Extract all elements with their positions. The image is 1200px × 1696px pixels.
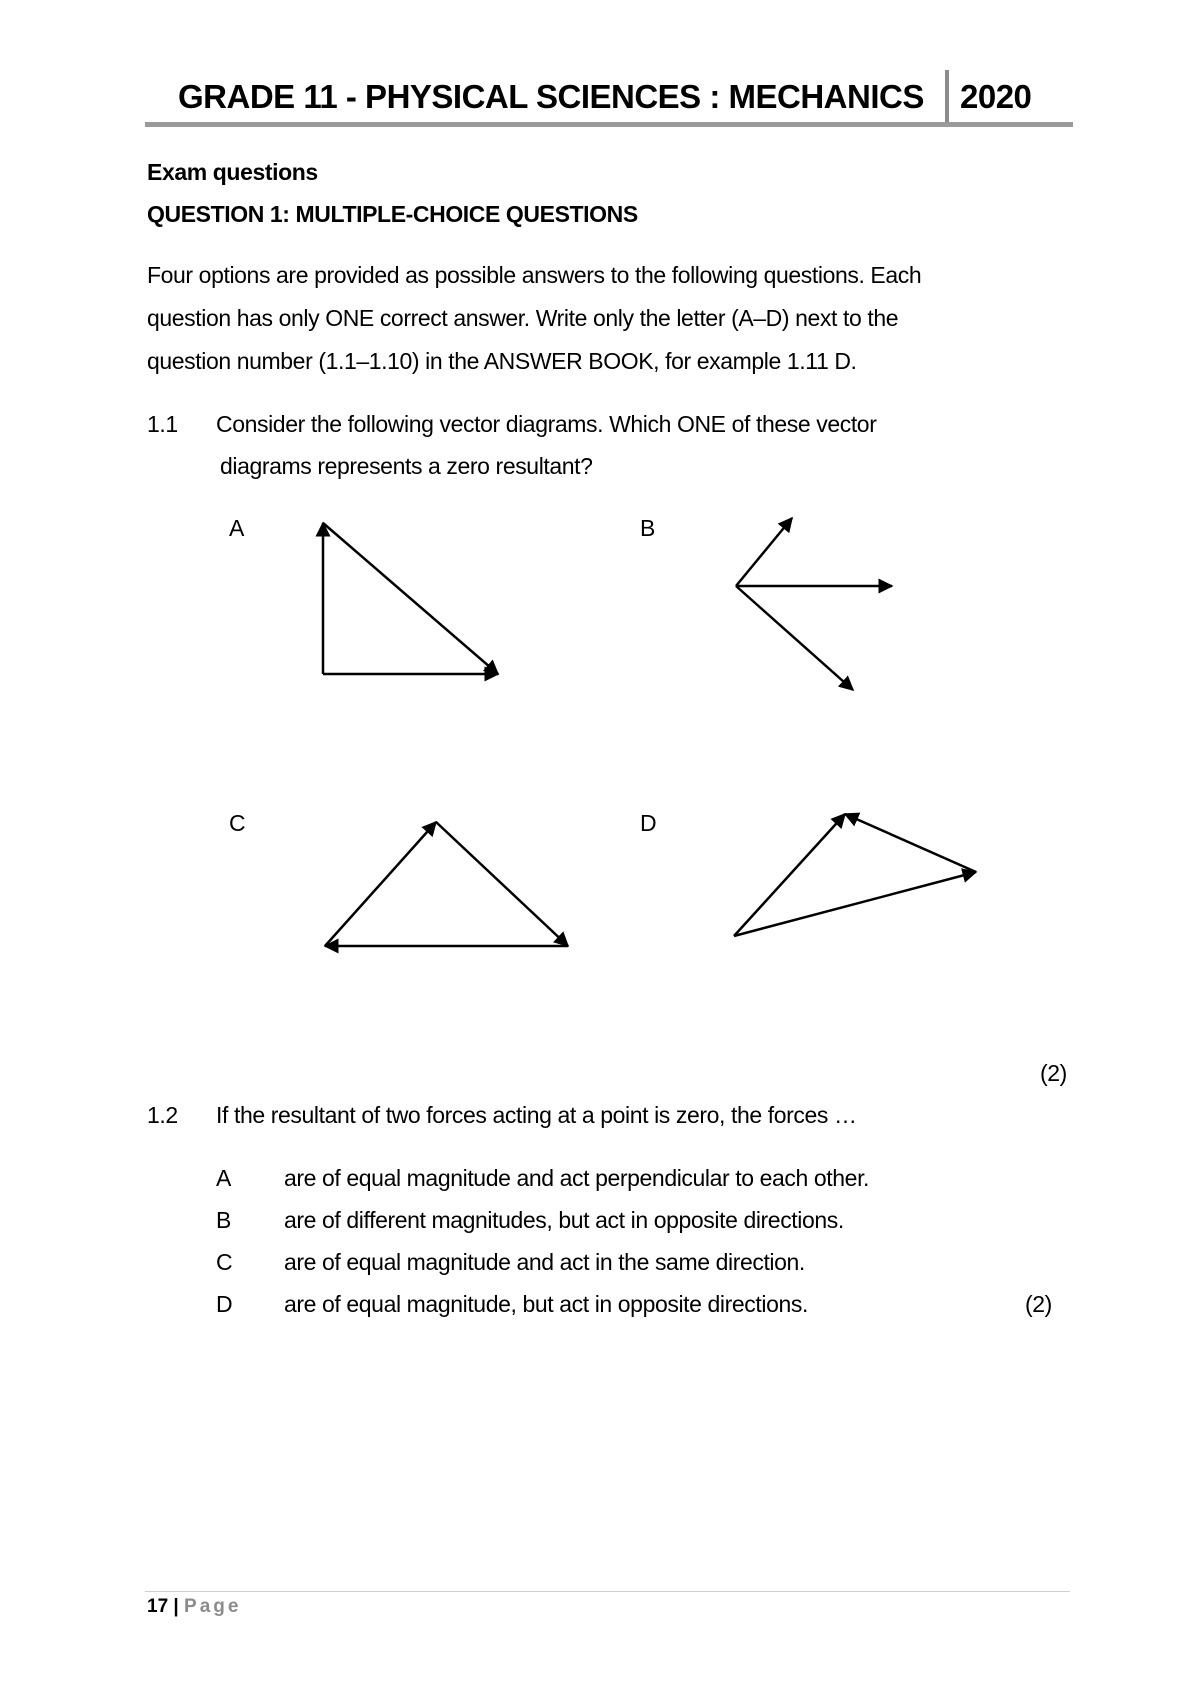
diagram-label-b: B [640, 515, 655, 541]
vector-arrow [323, 523, 498, 674]
instructions-line: question number (1.1–1.10) in the ANSWER BOOK, for example 1.11 D. [147, 348, 857, 374]
vector-arrow [736, 518, 792, 586]
option-letter: A [216, 1165, 231, 1191]
question-text: If the resultant of two forces acting at a point is zero, the forces … [216, 1102, 857, 1128]
option-text: are of equal magnitude and act perpendicular to each other. [284, 1165, 870, 1191]
section-title: Exam questions [147, 159, 318, 185]
marks-q1-1: (2) [1040, 1060, 1067, 1086]
vector-arrow [436, 822, 568, 946]
diagram-label-c: C [229, 810, 246, 836]
vector-diagram-d [734, 814, 976, 936]
page-word: Page [184, 1596, 242, 1617]
header-title: GRADE 11 - PHYSICAL SCIENCES : MECHANICS [178, 78, 924, 115]
diagram-label-a: A [229, 515, 244, 541]
diagram-label-d: D [640, 810, 657, 836]
question-number: 1.2 [147, 1102, 178, 1128]
question-heading: QUESTION 1: MULTIPLE-CHOICE QUESTIONS [147, 201, 638, 227]
option-letter: B [216, 1207, 231, 1233]
footer-separator: | [168, 1596, 185, 1617]
vector-arrow [845, 814, 976, 872]
page-footer [147, 1596, 241, 1618]
vector-diagram-b [736, 518, 892, 690]
option-letter: C [216, 1249, 233, 1275]
option-text: are of equal magnitude, but act in opposite directions. [284, 1291, 808, 1317]
vector-arrow [734, 814, 845, 936]
vector-diagram-a [323, 523, 498, 674]
footer-rule [145, 1591, 1070, 1592]
page-number: 17 [147, 1596, 169, 1617]
instructions-line: question has only ONE correct answer. Write only the letter (A–D) next to the [147, 305, 899, 331]
vector-arrow [734, 872, 976, 936]
question-text: diagrams represents a zero resultant? [220, 453, 593, 479]
header-year: 2020 [960, 78, 1032, 115]
instructions-line: Four options are provided as possible answers to the following questions. Each [147, 262, 922, 288]
vector-arrow [325, 822, 436, 946]
question-text: Consider the following vector diagrams. Which ONE of these vector [216, 411, 877, 437]
question-number: 1.1 [147, 411, 178, 437]
vector-arrow [736, 586, 853, 690]
option-text: are of different magnitudes, but act in opposite directions. [284, 1207, 844, 1233]
option-text: are of equal magnitude and act in the same direction. [284, 1249, 805, 1275]
option-letter: D [216, 1291, 233, 1317]
marks-q1-2: (2) [1025, 1291, 1052, 1317]
vector-diagram-c [325, 822, 568, 946]
